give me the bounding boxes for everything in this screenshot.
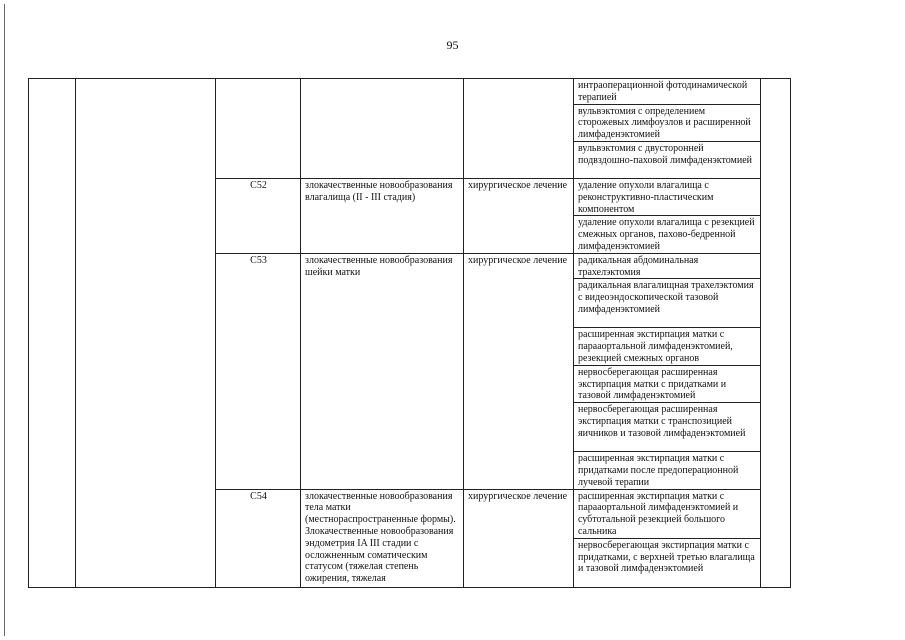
treatment-method-cell: удаление опухоли влагалища с реконструктивно-пластическим компонентом [574, 178, 761, 215]
treatment-method-cell: расширенная экстирпация матки с парааортальной лимфаденэктомией и субтотальной резекцией большого сальника [574, 489, 761, 538]
treatment-type-cell [464, 79, 574, 179]
treatment-type-cell: хирургическое лечение [464, 253, 574, 489]
treatment-method-cell: расширенная экстирпация матки с парааортальной лимфаденэктомией, резекцией смежных органов [574, 328, 761, 365]
page-number: 95 [446, 38, 459, 52]
treatment-type-cell: хирургическое лечение [464, 489, 574, 587]
treatment-method-cell: радикальная абдоминальная трахелэктомия [574, 253, 761, 279]
treatment-method-cell: радикальная влагалищная трахелэктомия с видеоэндоскопической тазовой лимфаденэктомией [574, 279, 761, 328]
diagnosis-cell: злокачественные новообразования влагалища (II - III стадия) [301, 178, 464, 253]
treatment-type-cell: хирургическое лечение [464, 178, 574, 253]
treatment-method-cell: интраоперационной фотодинамической терапией [574, 79, 761, 105]
diagnosis-cell: злокачественные новообразования тела матки (местнораспространенные формы). Злокачественные новообразования эндометрия IA III стадии с осложненным соматическим статусом (тяжелая степень ожирения, тяжелая [301, 489, 464, 587]
diagnosis-cell: злокачественные новообразования шейки матки [301, 253, 464, 489]
row-number-cell [29, 79, 76, 588]
diagnosis-code-cell: C54 [216, 489, 301, 587]
diagnosis-cell [301, 79, 464, 179]
norm-cell [761, 79, 791, 588]
diagnosis-code-cell [216, 79, 301, 179]
treatment-method-cell: расширенная экстирпация матки с придатками после предоперационной лучевой терапии [574, 452, 761, 489]
page-edge-line [4, 4, 5, 636]
diagnosis-code-cell: C53 [216, 253, 301, 489]
group-name-cell [76, 79, 216, 588]
treatment-method-cell: нервосберегающая экстирпация матки с придатками, с верхней третью влагалища и тазовой лимфаденэктомией [574, 538, 761, 587]
diagnosis-code-cell: C52 [216, 178, 301, 253]
treatment-method-cell: нервосберегающая расширенная экстирпация матки с транспозицией яичников и тазовой лимфаденэктомией [574, 403, 761, 452]
treatment-method-cell: нервосберегающая расширенная экстирпация матки с придатками и тазовой лимфаденэктомией [574, 365, 761, 402]
table-row [29, 79, 791, 105]
medical-procedures-table [28, 78, 791, 588]
treatment-method-cell: удаление опухоли влагалища с резекцией смежных органов, пахово-бедренной лимфаденэктомией [574, 216, 761, 253]
treatment-method-cell: вульвэктомия с двусторонней подвздошно-паховой лимфаденэктомией [574, 141, 761, 178]
treatment-method-cell: вульвэктомия с определением сторожевых лимфоузлов и расширенной лимфаденэктомией [574, 104, 761, 141]
